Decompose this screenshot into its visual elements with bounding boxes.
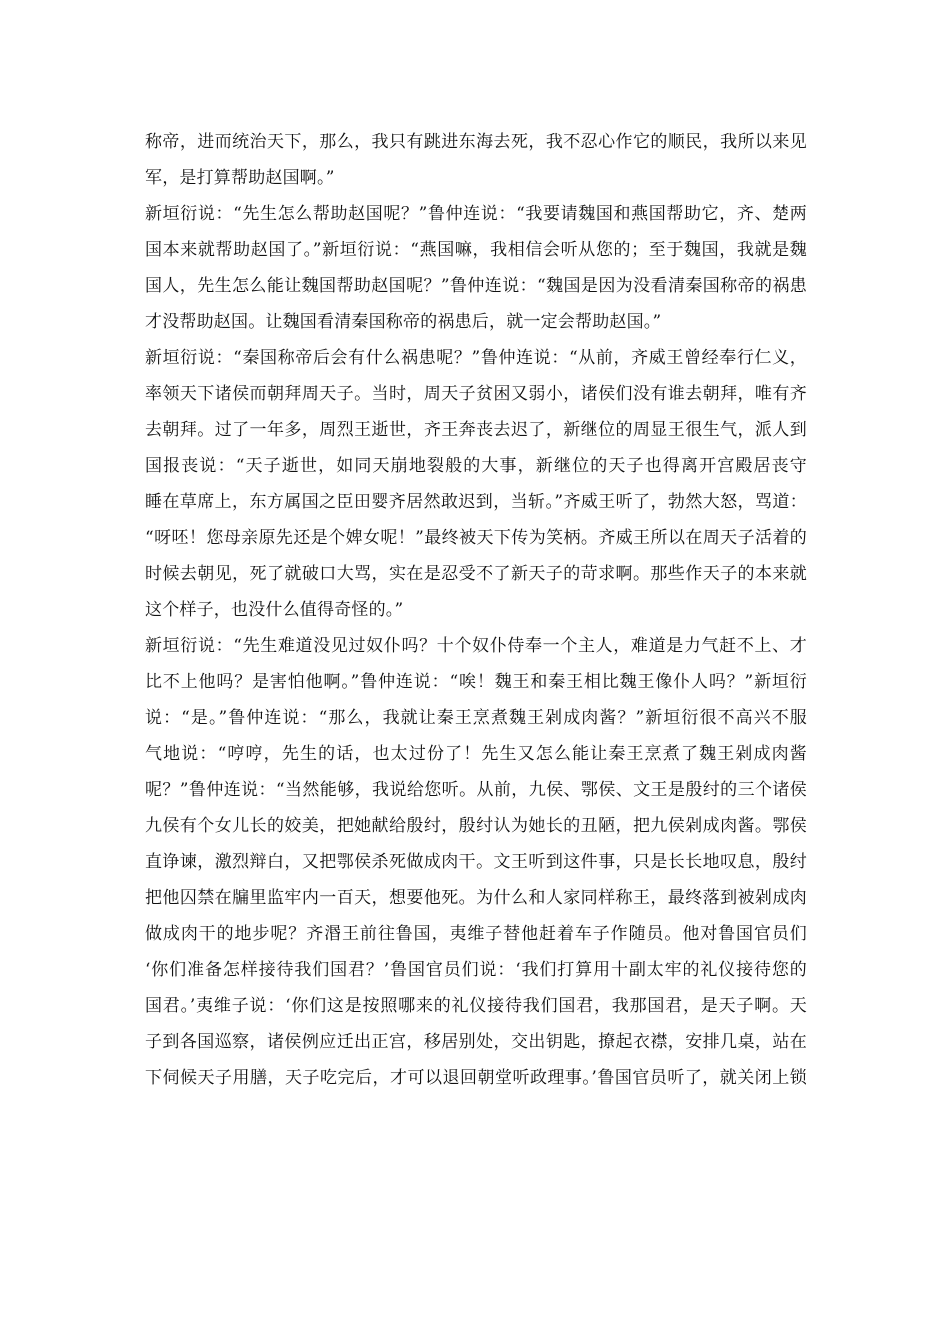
text-line: 做成肉干的地步呢？齐湣王前往鲁国，夷维子替他赶着车子作随员。他对鲁国官员们 (145, 924, 807, 944)
text-line: 新垣衍说：“先生难道没见过奴仆吗？十个奴仆侍奉一个主人，难道是力气赶不上、才 (145, 636, 807, 656)
text-line: 把他囚禁在牖里监牢内一百天，想要他死。为什么和人家同样称王，最终落到被剁成肉 (145, 888, 807, 908)
text-line: 新垣衍说：“秦国称帝后会有什么祸患呢？”鲁仲连说：“从前，齐威王曾经奉行仁义， (145, 348, 807, 368)
text-line: 九侯有个女儿长的姣美，把她献给殷纣，殷纣认为她长的丑陋，把九侯剁成肉酱。鄂侯 (145, 816, 807, 836)
paragraph-2 (145, 196, 807, 340)
text-line: 说：“是。”鲁仲连说：“那么，我就让秦王烹煮魏王剁成肉酱？”新垣衍很不高兴不服 (145, 708, 807, 728)
text-line: 去朝拜。过了一年多，周烈王逝世，齐王奔丧去迟了，新继位的周显王很生气，派人到 (145, 420, 807, 440)
text-line: 军，是打算帮助赵国啊。” (145, 168, 335, 188)
text-line: 率领天下诸侯而朝拜周天子。当时，周天子贫困又弱小，诸侯们没有谁去朝拜，唯有齐 (145, 384, 807, 404)
text-line: ‘你们准备怎样接待我们国君？’鲁国官员们说：‘我们打算用十副太牢的礼仪接待您的 (145, 960, 807, 980)
text-line: 才没帮助赵国。让魏国看清秦国称帝的祸患后，就一定会帮助赵国。” (145, 312, 662, 332)
text-line: 国君。’夷维子说：‘你们这是按照哪来的礼仪接待我们国君，我那国君，是天子啊。天 (145, 996, 807, 1016)
text-line: 睡在草席上，东方属国之臣田婴齐居然敢迟到，当斩。”齐威王听了，勃然大怒，骂道： (145, 492, 807, 512)
paragraph-3 (145, 340, 807, 628)
text-line: 气地说：“哼哼，先生的话，也太过份了！先生又怎么能让秦王烹煮了魏王剁成肉酱 (145, 744, 807, 764)
text-line: 这个样子，也没什么值得奇怪的。” (145, 600, 404, 620)
text-line: 国本来就帮助赵国了。”新垣衍说：“燕国嘛，我相信会听从您的；至于魏国，我就是魏 (145, 240, 807, 260)
text-line: 新垣衍说：“先生怎么帮助赵国呢？”鲁仲连说：“我要请魏国和燕国帮助它，齐、楚两 (145, 204, 807, 224)
text-line: 国报丧说：“天子逝世，如同天崩地裂般的大事，新继位的天子也得离开宫殿居丧守 (145, 456, 807, 476)
text-line: 子到各国巡察，诸侯例应迁出正宫，移居别处，交出钥匙，撩起衣襟，安排几桌，站在 (145, 1032, 807, 1052)
text-line: 呢？”鲁仲连说：“当然能够，我说给您听。从前，九侯、鄂侯、文王是殷纣的三个诸侯 (145, 780, 807, 800)
text-line: 下伺候天子用膳，天子吃完后，才可以退回朝堂听政理事。’鲁国官员听了，就关闭上锁 (145, 1068, 807, 1088)
text-line: 称帝，进而统治天下，那么，我只有跳进东海去死，我不忍心作它的顺民，我所以来见 (145, 132, 807, 152)
text-line: 直诤谏，激烈辩白，又把鄂侯杀死做成肉干。文王听到这件事，只是长长地叹息，殷纣 (145, 852, 807, 872)
text-line: 比不上他吗？是害怕他啊。”鲁仲连说：“唉！魏王和秦王相比魏王像仆人吗？”新垣衍 (145, 672, 807, 692)
text-line: 国人，先生怎么能让魏国帮助赵国呢？”鲁仲连说：“魏国是因为没看清秦国称帝的祸患 (145, 276, 807, 296)
paragraph-1 (145, 124, 807, 196)
document-body (145, 124, 807, 1096)
text-line: 时候去朝见，死了就破口大骂，实在是忍受不了新天子的苛求啊。那些作天子的本来就 (145, 564, 807, 584)
paragraph-4 (145, 628, 807, 1096)
text-line: “呀呸！您母亲原先还是个婢女呢！”最终被天下传为笑柄。齐威王所以在周天子活着的 (145, 528, 807, 548)
